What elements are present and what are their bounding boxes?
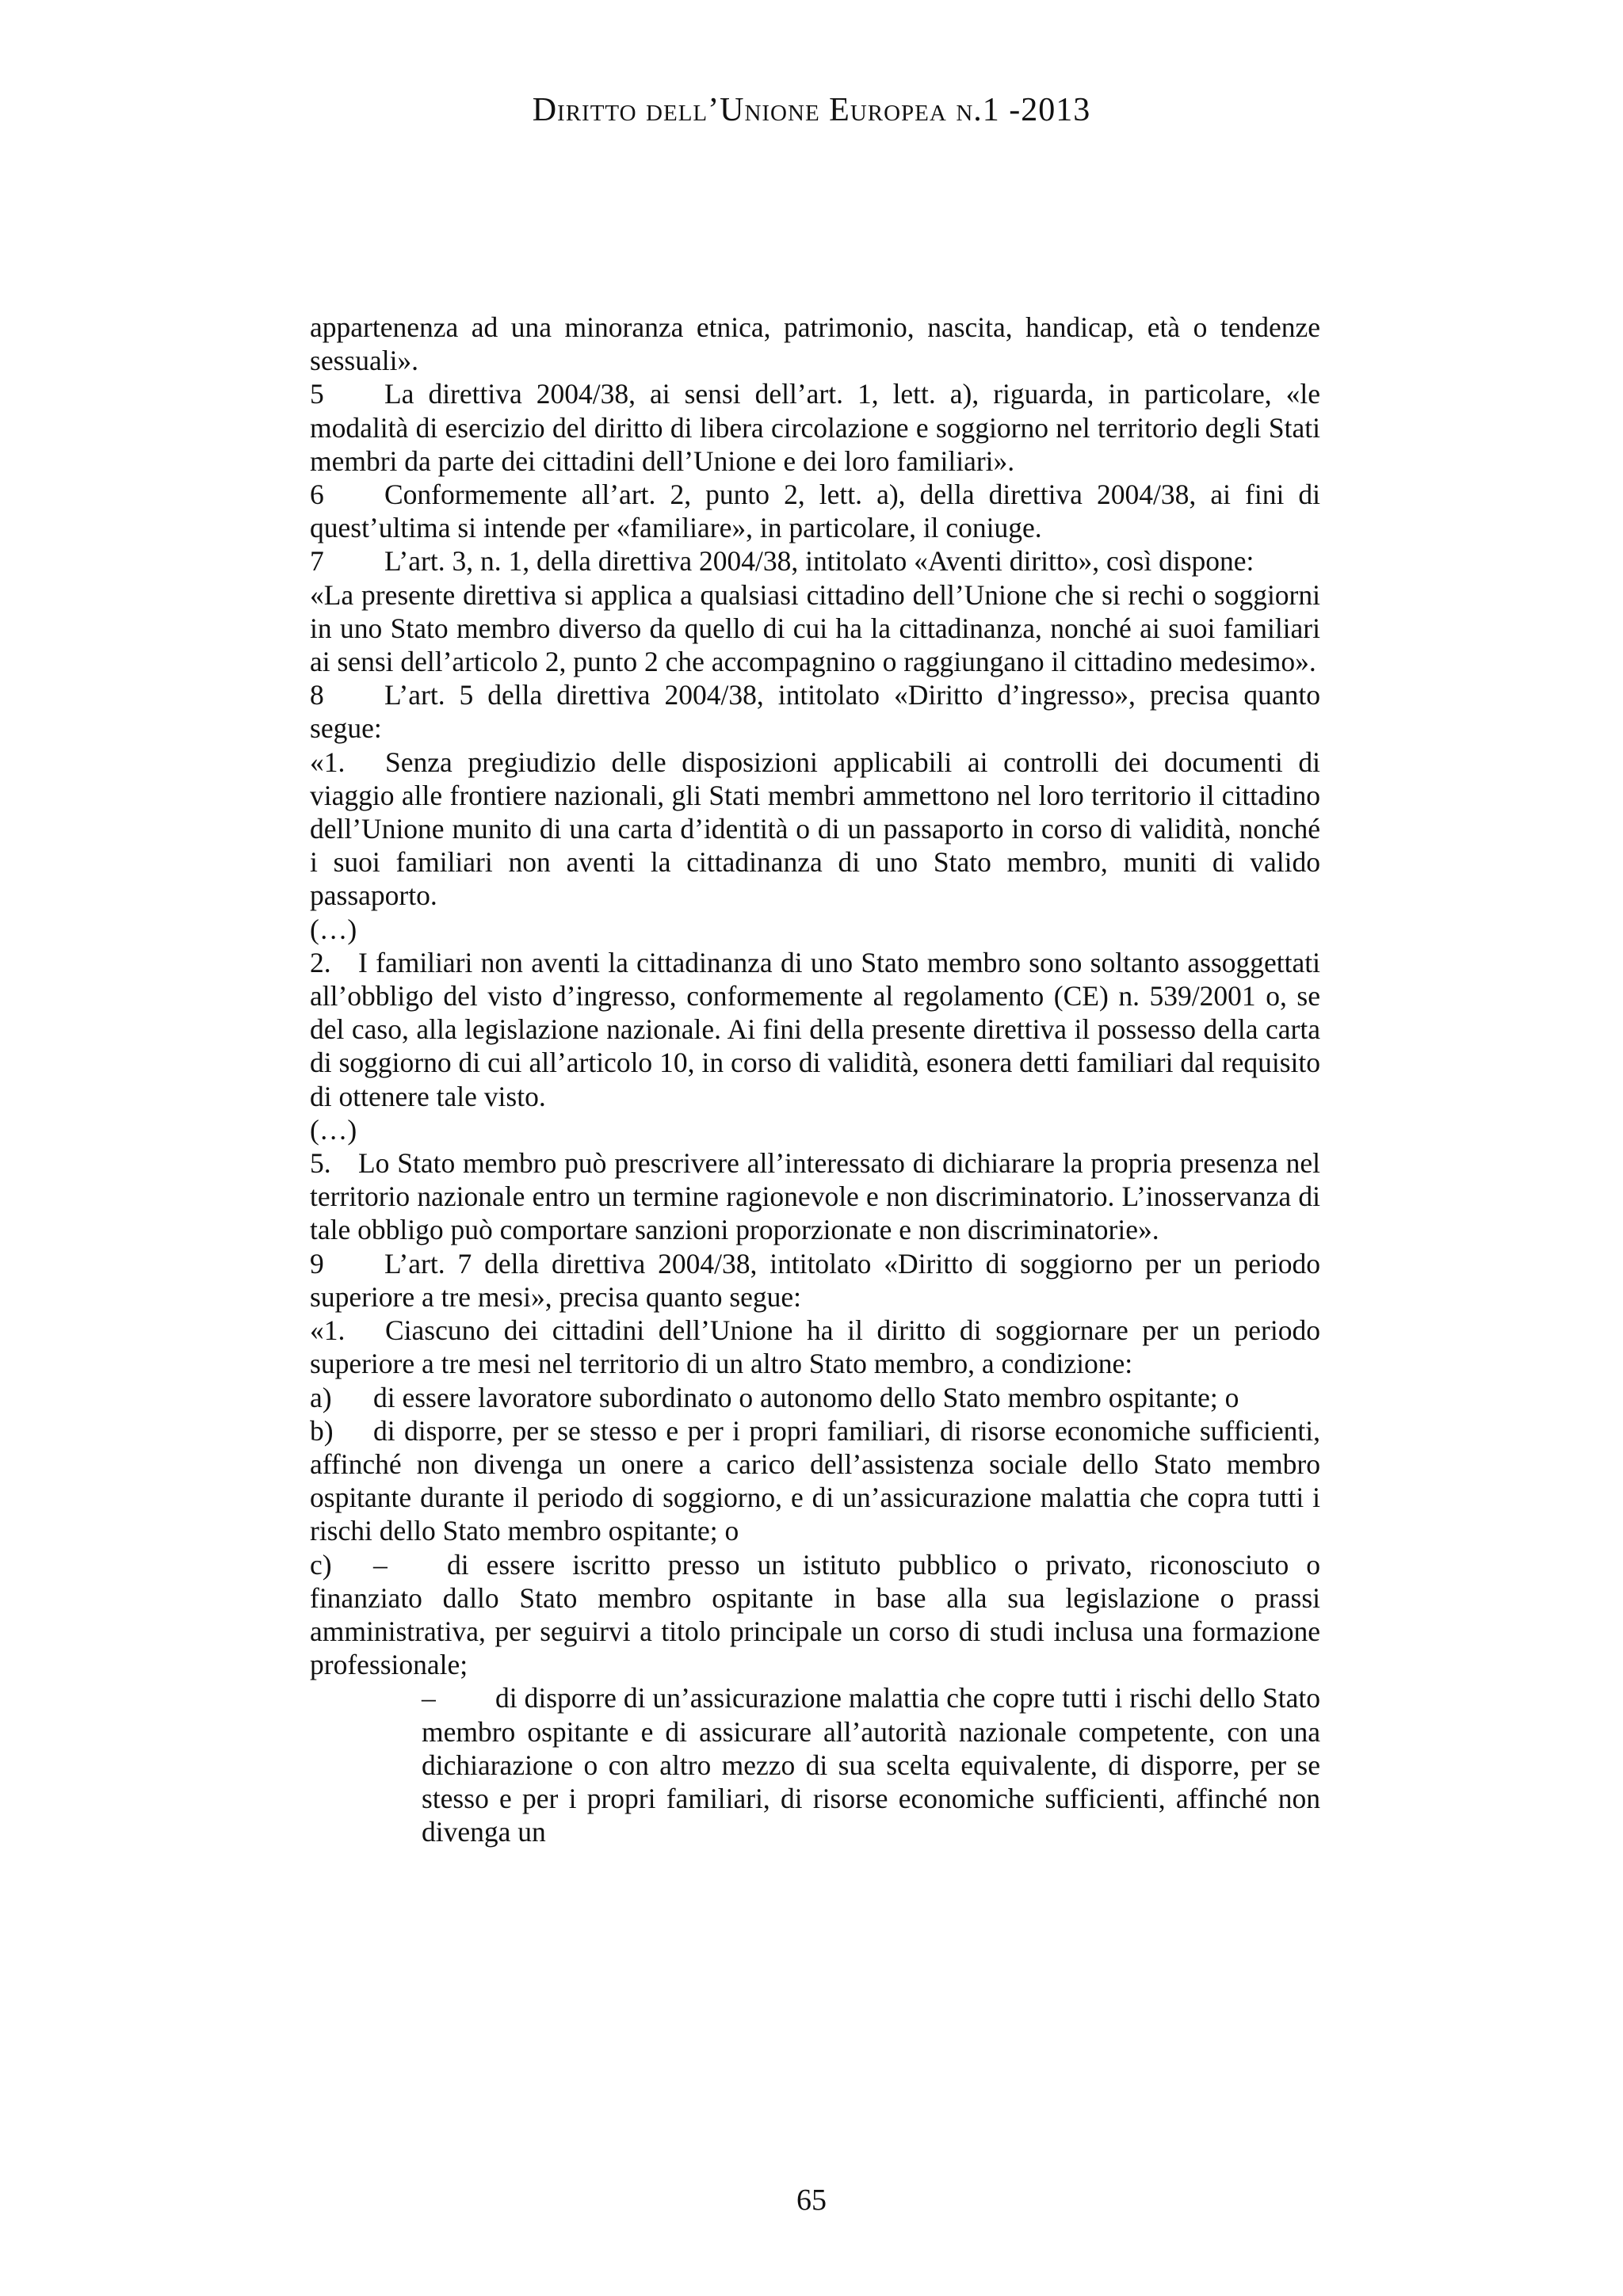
paragraph-7: [310, 544, 1320, 578]
ellipsis: (…): [310, 913, 357, 945]
ellipsis: (…): [310, 1113, 357, 1146]
paragraph-text: L’art. 7 della direttiva 2004/38, intitolato «Diritto di soggiorno per un periodo superiore a tre mesi», precisa quanto segue:: [310, 1247, 1320, 1313]
dash-marker: –: [422, 1682, 436, 1714]
point-number: «1.: [310, 746, 346, 778]
item-letter: a): [310, 1381, 332, 1413]
paragraph-text: Conformemente all’art. 2, punto 2, lett. a), della direttiva 2004/38, ai fini di quest’ultima si intende per «familiare», in particolare, il coniuge.: [310, 479, 1320, 544]
point-number: 2.: [310, 946, 331, 978]
quote-article-5-point-2: 2. I familiari non aventi la cittadinanza di uno Stato membro sono soltanto assoggettati all’obbligo del visto d’ingresso, conformemente al regolamento (CE) n. 539/2001 o, se del caso, alla legislazione nazionale. Ai fini della presente direttiva il possesso della carta di soggiorno di cui all’articolo 10, in corso di validità, esonera detti familiari dal requisito di ottenere tale visto.: [310, 946, 1320, 1112]
item-letter: b): [310, 1414, 334, 1447]
document-body: [310, 311, 1320, 1848]
item-letter: c): [310, 1548, 332, 1581]
list-item-b: b) di disporre, per se stesso e per i propri familiari, di risorse economiche sufficienti, affinché non divenga un onere a carico dell’assistenza sociale dello Stato membro ospitante durante il periodo di soggiorno, e di un’assicurazione malattia che copra tutti i rischi dello Stato membro ospitante; o: [310, 1414, 1320, 1547]
paragraph-number: 6: [310, 479, 324, 511]
paragraph-continuation: appartenenza ad una minoranza etnica, patrimonio, nascita, handicap, età o tendenze sessuali».: [310, 311, 1320, 377]
paragraph-number: 9: [310, 1247, 324, 1280]
list-item-a: a) di essere lavoratore subordinato o autonomo dello Stato membro ospitante; o: [310, 1381, 1239, 1413]
paragraph-text: L’art. 3, n. 1, della direttiva 2004/38, intitolato «Aventi diritto», così dispone:: [384, 545, 1254, 578]
paragraph-number: 8: [310, 679, 324, 711]
running-header: Diritto dell’Unione Europea n.1 -2013: [532, 92, 1091, 128]
list-item-c-second-dash: – di disporre di un’assicurazione malattia che copre tutti i rischi dello Stato membro ospitante e di assicurare all’autorità nazionale competente, con una dichiarazione o con altro mezzo di sua scelta equivalente, di disporre, per se stesso e per i propri familiari, di risorse economiche sufficienti, affinché non divenga un: [422, 1682, 1320, 1848]
quote-article-5-point-1: «1. Senza pregiudizio delle disposizioni applicabili ai controlli dei documenti di viaggio alle frontiere nazionali, gli Stati membri ammettono nel loro territorio il cittadino dell’Unione munito di una carta d’identità o di un passaporto in corso di validità, nonché i suoi familiari non aventi la cittadinanza di uno Stato membro, muniti di valido passaporto.: [310, 746, 1320, 912]
quote-article-5-point-5: 5. Lo Stato membro può prescrivere all’interessato di dichiarare la propria presenza nel territorio nazionale entro un termine ragionevole e non discriminatorio. L’inosservanza di tale obbligo può comportare sanzioni proporzionate e non discriminatorie».: [310, 1147, 1320, 1246]
paragraph-6: [310, 478, 1320, 544]
paragraph-9: [310, 1247, 1320, 1314]
point-number: «1.: [310, 1314, 346, 1347]
dash-marker: –: [373, 1548, 388, 1581]
paragraph-number: 7: [310, 545, 324, 578]
list-item-c: c) – di essere iscritto presso un istituto pubblico o privato, riconosciuto o finanziato dallo Stato membro ospitante in base alla sua legislazione o prassi amministrativa, per seguirvi a titolo principale un corso di studi inclusa una formazione professionale;: [310, 1548, 1320, 1681]
page-number: 65: [796, 2183, 827, 2217]
paragraph-text: La direttiva 2004/38, ai sensi dell’art. 1, lett. a), riguarda, in particolare, «le modalità di esercizio del diritto di libera circolazione e soggiorno nel territorio degli Stati membri da parte dei cittadini dell’Unione e dei loro familiari».: [310, 378, 1320, 477]
paragraph-number: 5: [310, 378, 324, 410]
quote-article-3: «La presente direttiva si applica a qualsiasi cittadino dell’Unione che si rechi o soggiorni in uno Stato membro diverso da quello di cui ha la cittadinanza, nonché ai suoi familiari ai sensi dell’articolo 2, punto 2 che accompagnino o raggiungano il cittadino medesimo».: [310, 578, 1320, 678]
paragraph-5: [310, 377, 1320, 478]
quote-article-7-point-1: «1. Ciascuno dei cittadini dell’Unione ha il diritto di soggiornare per un periodo superiore a tre mesi nel territorio di un altro Stato membro, a condizione:: [310, 1314, 1320, 1380]
paragraph-text: L’art. 5 della direttiva 2004/38, intitolato «Diritto d’ingresso», precisa quanto segue:: [310, 679, 1320, 745]
paragraph-8: [310, 678, 1320, 745]
point-number: 5.: [310, 1147, 331, 1180]
